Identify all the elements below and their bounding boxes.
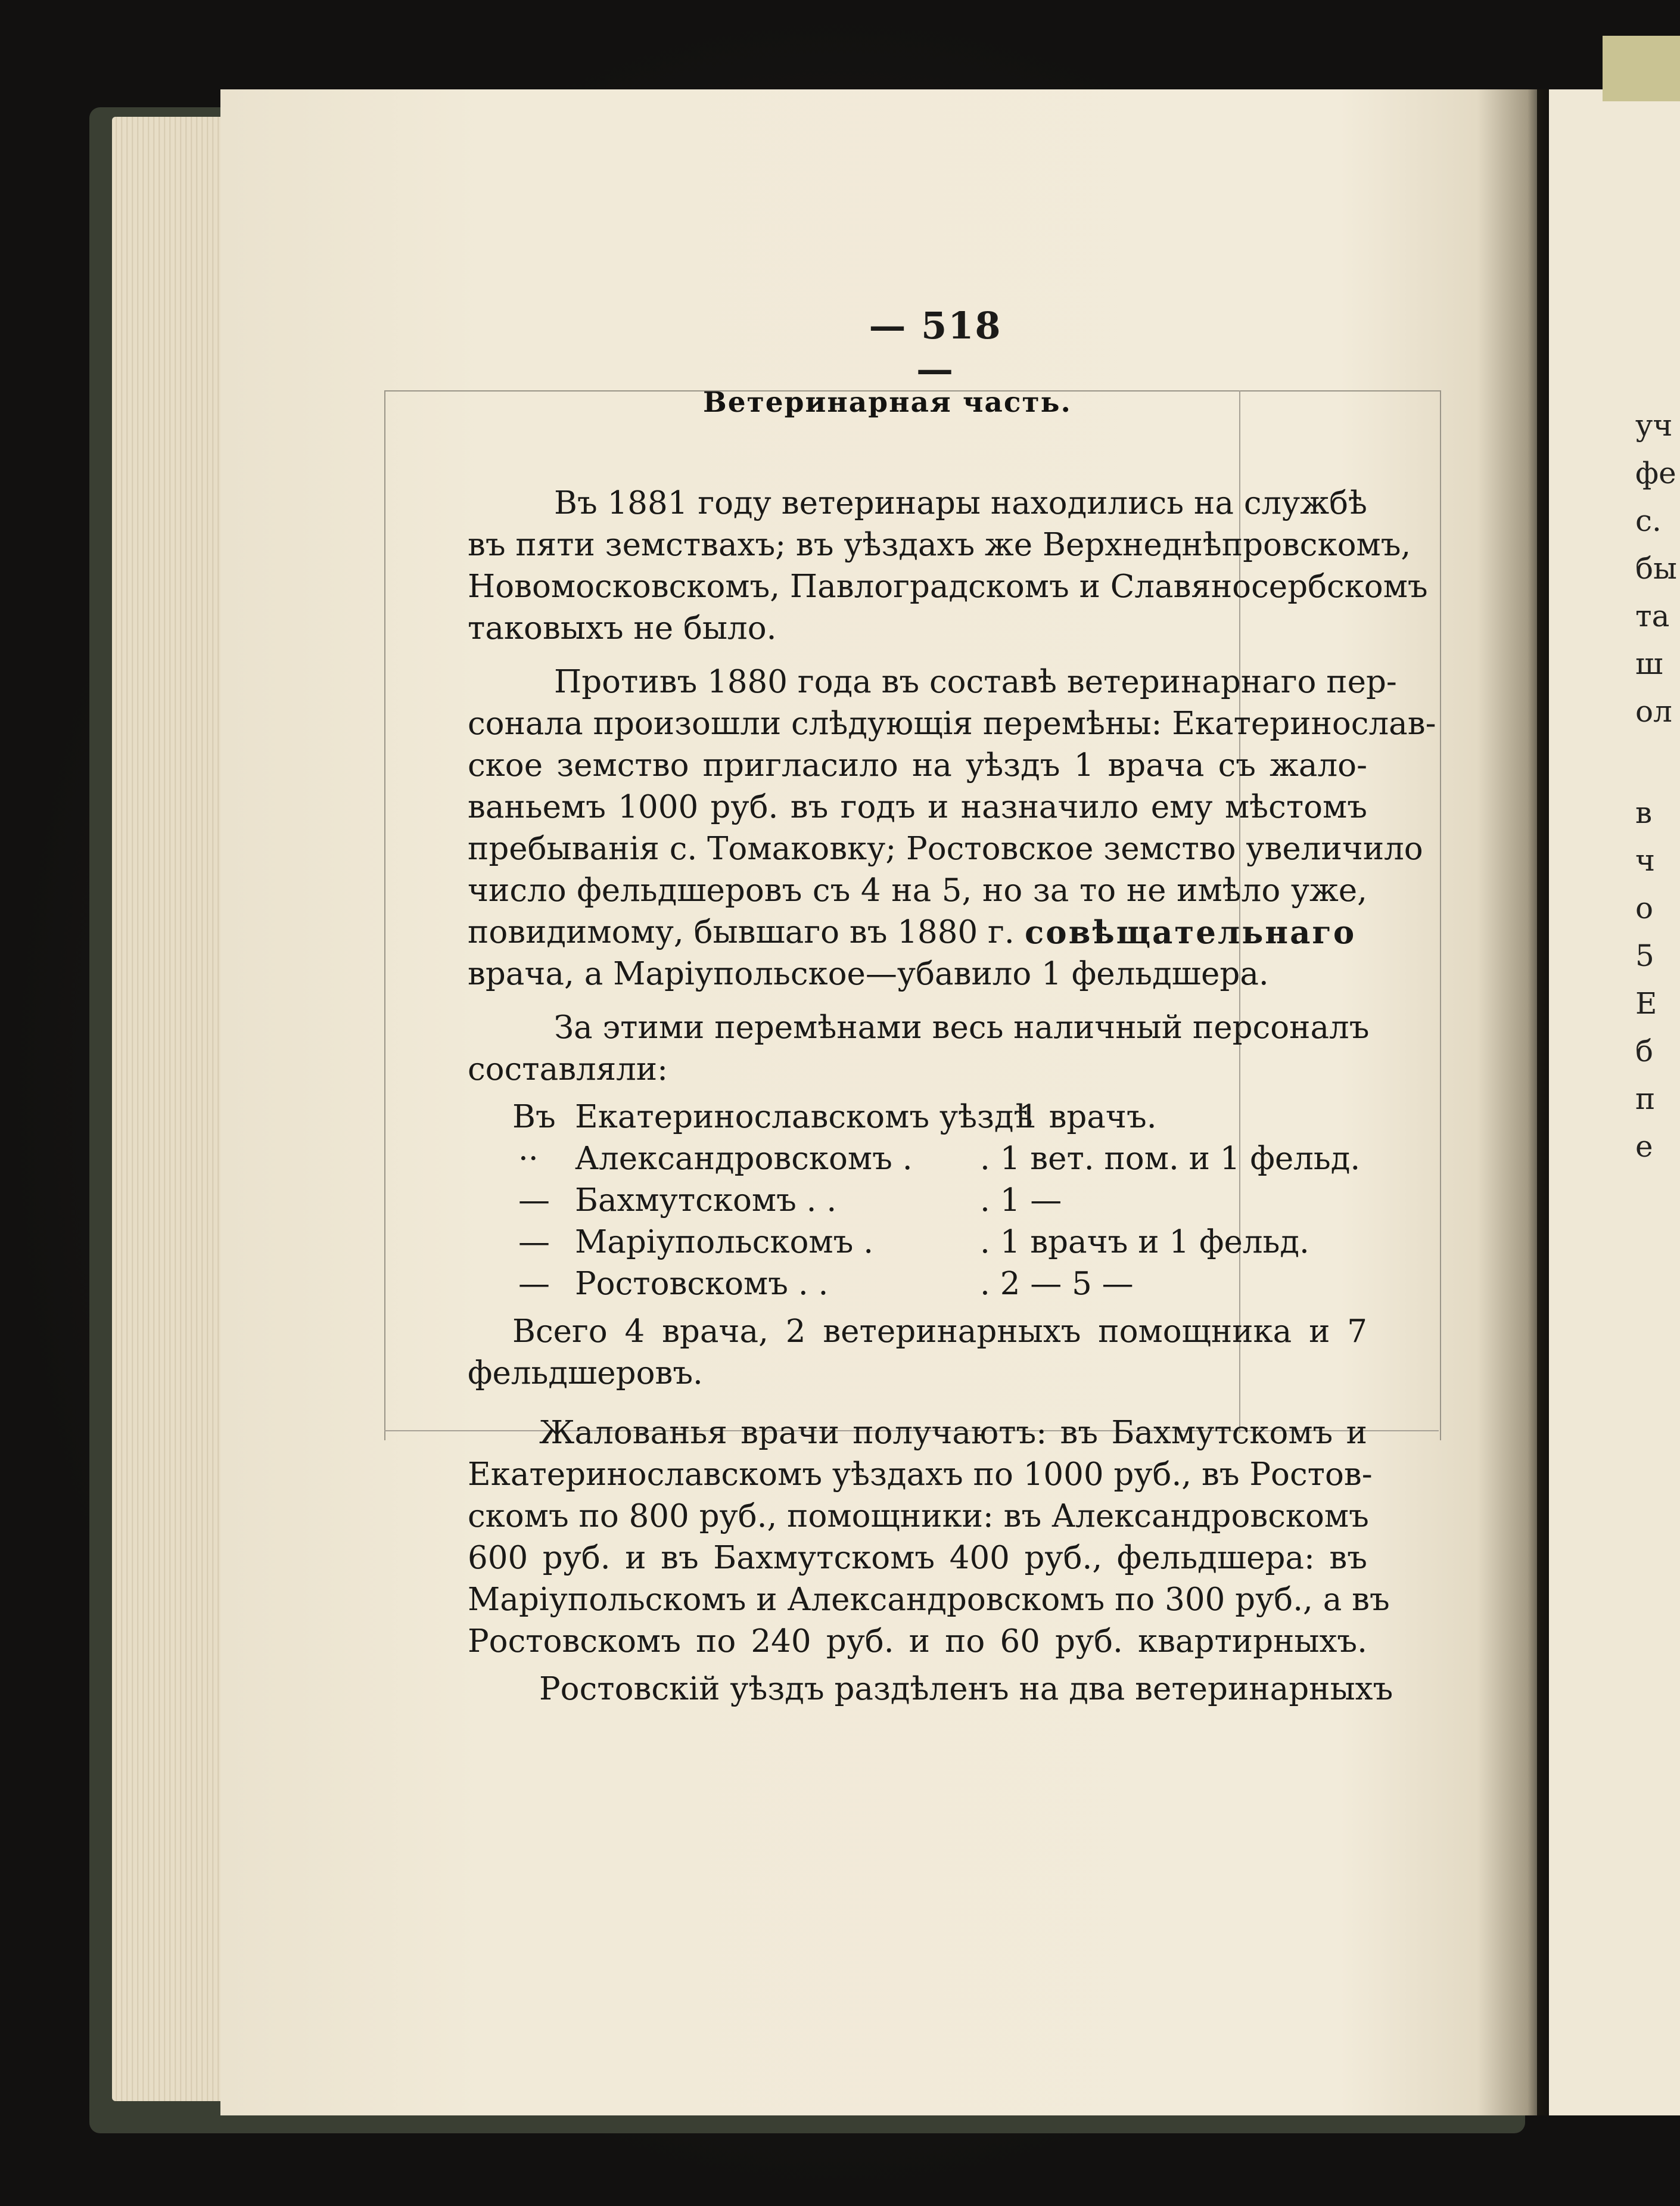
right-page-fragment: е (1635, 1129, 1653, 1164)
text-line: Жалованья врачи получаютъ: въ Бахмутскомъ и (539, 1415, 1367, 1451)
text-line: Новомосковскомъ, Павлоградскомъ и Славяносербскомъ (468, 568, 1428, 605)
staff-district: Бахмутскомъ . . (575, 1182, 837, 1219)
text-line: Противъ 1880 года въ составѣ ветеринарнаго пер- (554, 664, 1397, 700)
text-line: За этими перемѣнами весь наличный персоналъ (554, 1009, 1370, 1046)
text-line: составляли: (468, 1051, 668, 1088)
total-line-continued: фельдшеровъ. (468, 1355, 703, 1391)
right-page-fragment: фе (1635, 456, 1676, 490)
text-line: повидимому, бывшаго въ 1880 г. (468, 914, 1015, 950)
right-page (1549, 89, 1680, 2115)
text-line: въ пяти земствахъ; въ уѣздахъ же Верхнеднѣпровскомъ, (468, 527, 1411, 563)
page-edges (112, 117, 237, 2101)
page-number: — 518 — (869, 304, 1002, 391)
staff-district: Ростовскомъ . . (575, 1266, 829, 1302)
text-line: ваньемъ 1000 руб. въ годъ и назначило ему мѣстомъ (468, 789, 1367, 825)
right-page-fragment: Е (1635, 986, 1657, 1021)
total-line: Всего 4 врача, 2 ветеринарныхъ помощника и 7 (512, 1313, 1367, 1350)
right-page-fragment: бы (1635, 551, 1677, 586)
staff-dash: Въ (512, 1099, 556, 1135)
text-line: число фельдшеровъ съ 4 на 5, но за то не имѣло уже, (468, 872, 1367, 909)
text-line: скомъ по 800 руб., помощники: въ Александровскомъ (468, 1498, 1369, 1534)
right-page-fragment: с. (1635, 504, 1662, 538)
text-line: таковыхъ не было. (468, 610, 777, 647)
staff-dash: ·· (518, 1141, 539, 1177)
right-page-fragment: та (1635, 599, 1670, 633)
staff-count: . 2 — 5 — (980, 1266, 1134, 1302)
text-line: ское земство пригласило на уѣздъ 1 врача съ жало- (468, 747, 1367, 784)
staff-district: Екатеринославскомъ уѣздѣ (575, 1099, 1033, 1135)
text-line: Екатеринославскомъ уѣздахъ по 1000 руб., въ Ростов- (468, 1456, 1373, 1493)
right-page-fragment: уч (1635, 408, 1673, 443)
section-title: Ветеринарная часть. (703, 386, 1072, 419)
right-page-fragment: ол (1635, 694, 1672, 729)
right-page-fragment: ч (1635, 843, 1656, 878)
staff-district: Маріупольскомъ . (575, 1224, 874, 1260)
text-line: 600 руб. и въ Бахмутскомъ 400 руб., фельдшера: въ (468, 1540, 1367, 1576)
bookmark-tab (1603, 36, 1680, 101)
right-page-fragment: 5 (1635, 939, 1654, 973)
right-page-fragment: в (1635, 796, 1653, 830)
staff-dash: — (518, 1182, 550, 1219)
right-page-fragment: б (1635, 1034, 1654, 1068)
staff-dash: — (518, 1224, 550, 1260)
text-line: Ростовскомъ по 240 руб. и по 60 руб. квартирныхъ. (468, 1623, 1367, 1660)
staff-count: . 1 врачъ и 1 фельд. (980, 1224, 1309, 1260)
staff-dash: — (518, 1266, 550, 1302)
staff-count: 1 врачъ. (1019, 1099, 1157, 1135)
text-line: Маріупольскомъ и Александровскомъ по 300 руб., а въ (468, 1582, 1390, 1618)
text-line: пребыванія с. Томаковку; Ростовское земство увеличило (468, 831, 1423, 867)
right-page-fragment: п (1635, 1082, 1656, 1116)
right-page-fragment: ш (1635, 647, 1663, 681)
bold-term: совѣщательнаго (1025, 914, 1357, 951)
right-page-fragment: о (1635, 891, 1654, 925)
text-line: врача, а Маріупольское—убавило 1 фельдшера. (468, 956, 1269, 992)
text-line: Въ 1881 году ветеринары находились на службѣ (554, 485, 1367, 521)
text-line: сонала произошли слѣдующія перемѣны: Екатеринослав- (468, 706, 1436, 742)
text-line: Ростовскій уѣздъ раздѣленъ на два ветеринарныхъ (539, 1671, 1393, 1707)
staff-count: . 1 вет. пом. и 1 фельд. (980, 1141, 1361, 1177)
book-gutter (1477, 89, 1549, 2115)
staff-count: . 1 — (980, 1182, 1062, 1219)
staff-district: Александровскомъ . (575, 1141, 913, 1177)
